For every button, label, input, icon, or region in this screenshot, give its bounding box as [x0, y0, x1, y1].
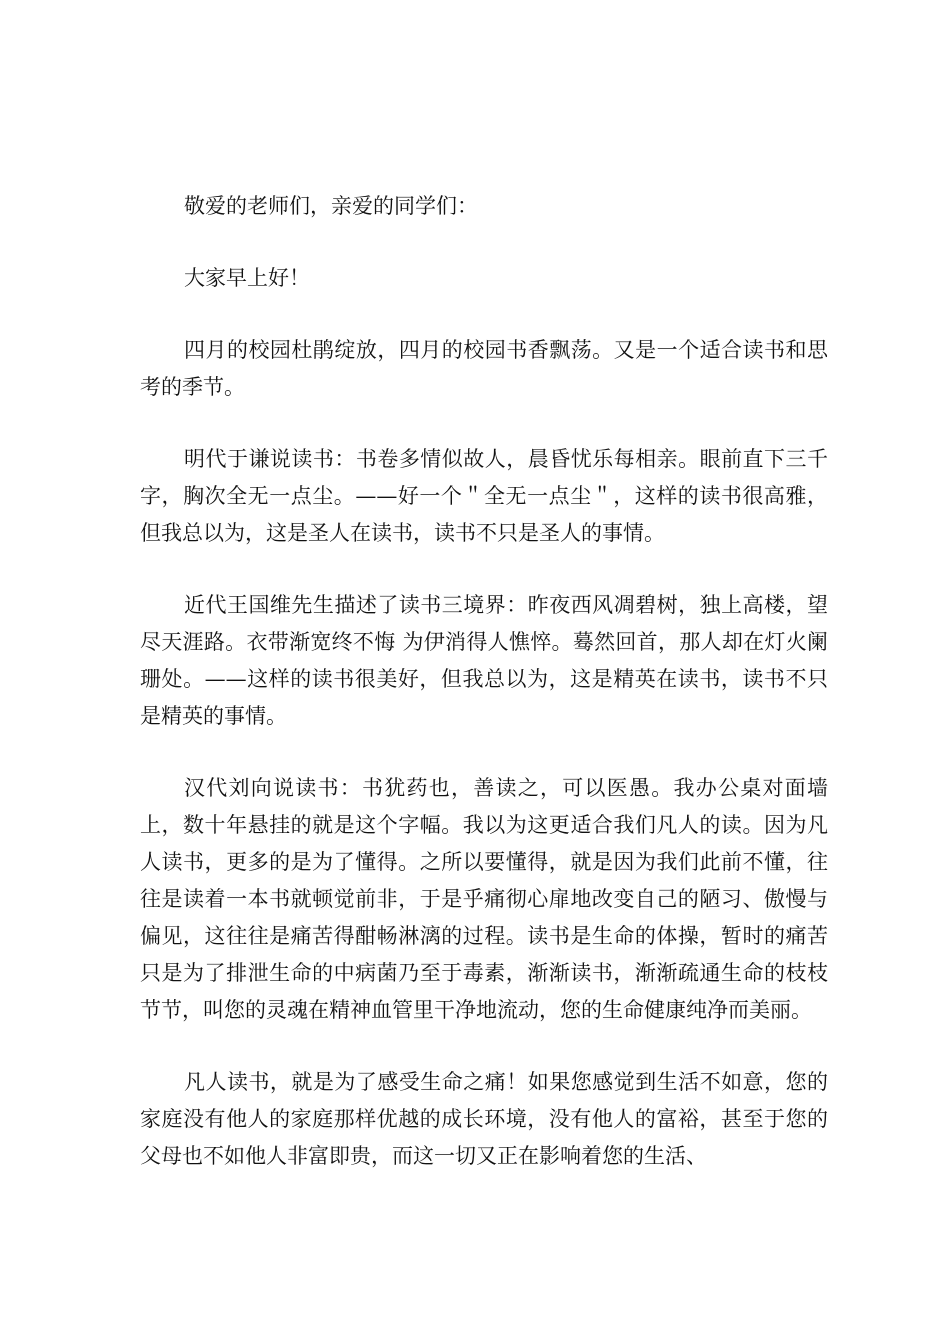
paragraph-ordinary-reading: 凡人读书，就是为了感受生命之痛！如果您感觉到生活不如意，您的家庭没有他人的家庭那样优越的成长环境，没有他人的富裕，甚至于您的父母也不如他人非富即贵，而这一切又正在影响着您的生活、 [140, 1070, 828, 1168]
salutation: 敬爱的老师们，亲爱的同学们： [184, 194, 478, 218]
greeting: 大家早上好！ [184, 266, 310, 290]
paragraph-liu-xiang: 汉代刘向说读书：书犹药也，善读之，可以医愚。我办公桌对面墙上，数十年悬挂的就是这个字幅。我以为这更适合我们凡人的读。因为凡人读书，更多的是为了懂得。之所以要懂得，就是因为我们此前不懂，往往是读着一本书就顿觉前非，于是乎痛彻心扉地改变自己的陋习、傲慢与偏见，这往往是痛苦得酣畅淋漓的过程。读书是生命的体操，暂时的痛苦只是为了排泄生命的中病菌乃至于毒素，渐渐读书，渐渐疏通生命的枝枝节节，叫您的灵魂在精神血管里干净地流动，您的生命健康纯净而美丽。 [140, 776, 828, 1022]
paragraph-april: 四月的校园杜鹃绽放，四月的校园书香飘荡。又是一个适合读书和思考的季节。 [140, 338, 828, 399]
paragraph-yu-qian: 明代于谦说读书：书卷多情似故人，晨昏忧乐每相亲。眼前直下三千字，胸次全无一点尘。——好一个＂全无一点尘＂，这样的读书很高雅，但我总以为，这是圣人在读书，读书不只是圣人的事情。 [140, 447, 828, 545]
speech-text [140, 188, 828, 1210]
paragraph-wang-guowei: 近代王国维先生描述了读书三境界：昨夜西风凋碧树，独上高楼，望尽天涯路。衣带渐宽终不悔 为伊消得人憔悴。蓦然回首，那人却在灯火阑珊处。——这样的读书很美好，但我总以为，这是精英在读书，读书不只是精英的事情。 [140, 593, 828, 728]
